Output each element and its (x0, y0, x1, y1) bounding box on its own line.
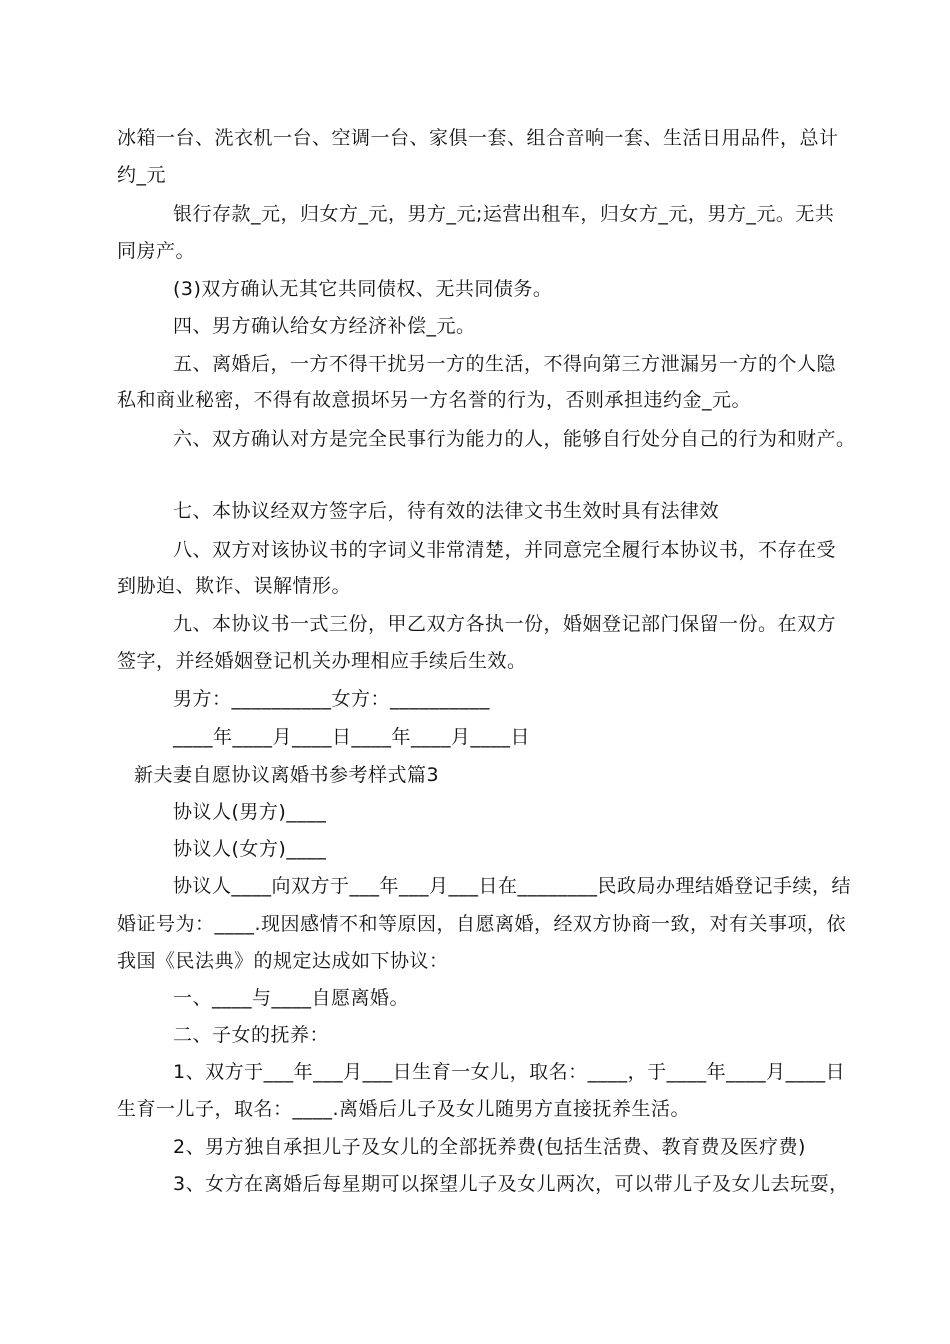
text-line: 我国《民法典》的规定达成如下协议： (117, 950, 449, 972)
text-line: 七、本协议经双方签字后，待有效的法律文书生效时具有法律效 (173, 500, 720, 522)
text-line: 1、双方于___年___月___日生育一女儿，取名：____，于____年____月____日 (173, 1061, 846, 1083)
text-line: 九、本协议书一式三份，甲乙双方各执一份，婚姻登记部门保留一份。在双方 (173, 613, 837, 635)
text-line: 私和商业秘密，不得有故意损坏另一方名誉的行为，否则承担违约金_元。 (117, 389, 752, 411)
text-line: 到胁迫、欺诈、误解情形。 (117, 575, 352, 597)
text-line: 银行存款_元，归女方_元，男方_元;运营出租车，归女方_元，男方_元。无共 (173, 203, 835, 225)
text-line: (3)双方确认无其它共同债权、无共同债务。 (173, 278, 553, 300)
text-line: 冰箱一台、洗衣机一台、空调一台、家俱一套、组合音响一套、生活日用品件，总计 (117, 127, 839, 149)
date-line: ____年____月____日____年____月____日 (173, 726, 531, 748)
text-line: 五、离婚后，一方不得干扰另一方的生活，不得向第三方泄漏另一方的个人隐 (173, 353, 837, 375)
text-line: 八、双方对该协议书的字词义非常清楚，并同意完全履行本协议书，不存在受 (173, 539, 837, 561)
signature-line: 男方：__________女方：__________ (173, 688, 491, 710)
text-line: 协议人(男方)____ (173, 801, 327, 823)
text-line: 签字，并经婚姻登记机关办理相应手续后生效。 (117, 650, 527, 672)
text-line: 2、男方独自承担儿子及女儿的全部抚养费(包括生活费、教育费及医疗费) (173, 1136, 806, 1158)
text-line: 四、男方确认给女方经济补偿_元。 (173, 315, 476, 337)
text-line: 生育一儿子，取名：____.离婚后儿子及女儿随男方直接抚养生活。 (117, 1098, 691, 1120)
text-line: 同房产。 (117, 240, 196, 262)
text-line: 六、双方确认对方是完全民事行为能力的人，能够自行处分自己的行为和财产。 (173, 428, 856, 450)
text-line: 协议人____向双方于___年___月___日在________民政局办理结婚登记手续，结 (173, 875, 852, 897)
text-line: 一、____与____自愿离婚。 (173, 987, 410, 1009)
text-line: 3、女方在离婚后每星期可以探望儿子及女儿两次，可以带儿子及女儿去玩耍， (173, 1173, 849, 1195)
text-line: 二、子女的抚养： (173, 1024, 330, 1046)
text-line: 约_元 (117, 164, 167, 186)
text-line: 协议人(女方)____ (173, 838, 327, 860)
text-line: 婚证号为：____.现因感情不和等原因，自愿离婚，经双方协商一致，对有关事项，依 (117, 913, 847, 935)
section-heading: 新夫妻自愿协议离婚书参考样式篇3 (134, 764, 440, 786)
